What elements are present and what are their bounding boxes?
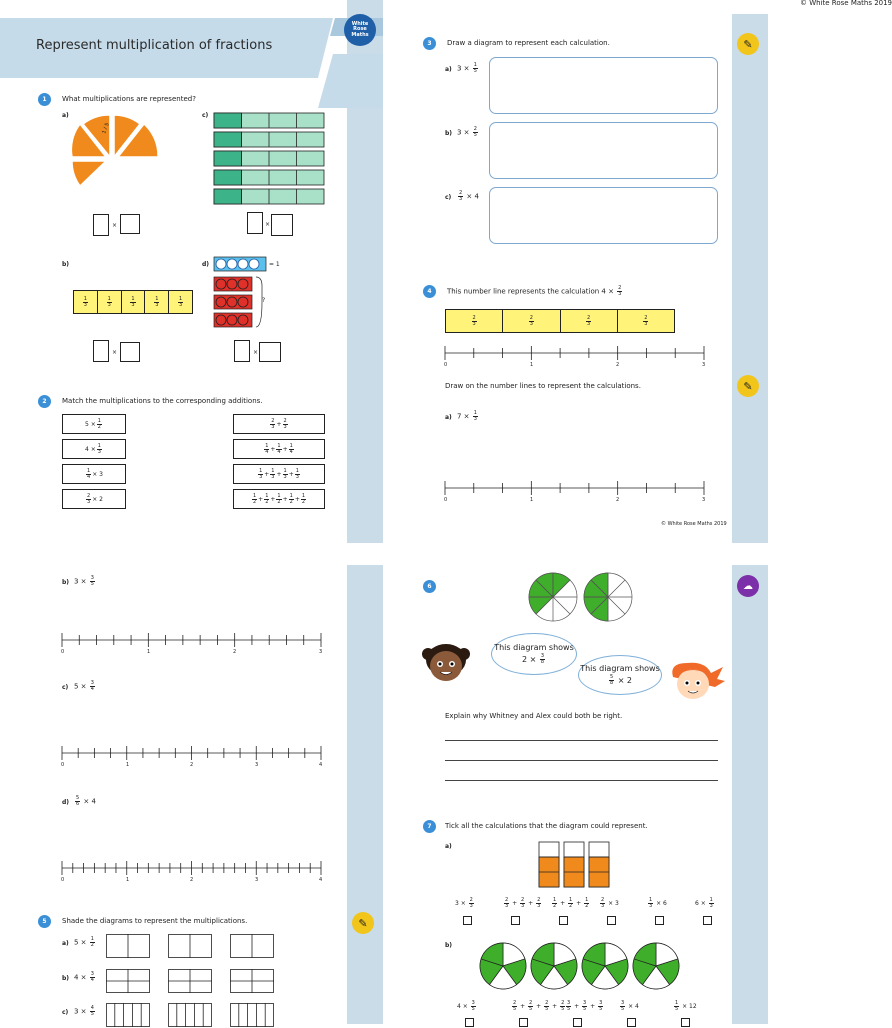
question-4-badge: 4: [423, 285, 436, 298]
item-calculation: 5 × $\frac{1}{2}$: [74, 936, 94, 948]
item-label: a): [445, 66, 452, 73]
tick-label: 1: [147, 649, 151, 655]
tick-label: 3: [319, 649, 323, 655]
calc-c: 5 × $\frac{3}{4}$: [74, 680, 94, 692]
label-c: c): [202, 112, 209, 119]
shading-grid[interactable]: [168, 934, 213, 959]
match-multiplication-box[interactable]: 5 × 1 2: [62, 414, 126, 434]
tick-label: 1: [530, 497, 534, 503]
question-3-badge: 3: [423, 37, 436, 50]
tick-checkbox[interactable]: [655, 916, 664, 925]
whitney-speech-bubble: This diagram shows 2 × $\frac{3}{8}$: [491, 633, 577, 675]
tick-label: 1: [126, 877, 130, 883]
question-1-text: What multiplications are represented?: [62, 95, 196, 103]
shading-grid[interactable]: [230, 1003, 275, 1028]
answer-line: [445, 760, 718, 761]
calc-a: 7 × $\frac{1}{3}$: [457, 410, 477, 422]
side-strip: [732, 565, 768, 1024]
option-label: 6 × $\frac{1}{3}$: [695, 897, 713, 909]
match-addition-box[interactable]: 1 4 + 1 4 + 1 4: [233, 439, 325, 459]
question-5-badge: 5: [38, 915, 51, 928]
tick-label: 2: [190, 877, 194, 883]
option-label: $\frac{1}{2}$ + $\frac{1}{2}$ + $\frac{1}{2}$: [553, 897, 589, 909]
question-4-text: This number line represents the calculation 4 × $\frac{2}{3}$: [447, 285, 622, 297]
item-calculation: 3 × $\frac{2}{5}$: [457, 126, 477, 138]
question-2-badge: 2: [38, 395, 51, 408]
drawing-area-b[interactable]: [489, 122, 718, 179]
worksheet-page-3: [0, 565, 383, 1024]
copyright: © White Rose Maths 2019: [661, 521, 727, 527]
label-c: c): [62, 684, 69, 691]
tick-label: 2: [190, 762, 194, 768]
label-d: d): [62, 799, 70, 806]
orange-fifths-diagram: [70, 110, 165, 190]
tick-label: 0: [61, 877, 65, 883]
tick-checkbox[interactable]: [511, 916, 520, 925]
tick-checkbox[interactable]: [681, 1018, 690, 1027]
white-rose-logo: White Rose Maths: [344, 14, 376, 46]
match-addition-box[interactable]: 2 3 + 2 3: [233, 414, 325, 434]
answer-box-a2[interactable]: [120, 214, 140, 234]
item-label: a): [62, 940, 69, 947]
tick-label: 2: [616, 362, 620, 368]
green-quarters-diagram: [212, 112, 327, 207]
pencil-icon: ✎: [352, 912, 374, 934]
shading-grid[interactable]: [106, 1003, 151, 1028]
item-calculation: 4 × $\frac{3}{4}$: [74, 971, 94, 983]
yellow-thirds-bar: 1 3 1 3 1 3 1 3 1 3: [73, 290, 193, 314]
tick-label: 0: [444, 362, 448, 368]
number-line-example: [441, 345, 711, 365]
answer-box-b1[interactable]: [93, 340, 109, 362]
orange-thirds-bars: [538, 841, 613, 891]
tick-checkbox[interactable]: [627, 1018, 636, 1027]
answer-box-d2[interactable]: [259, 342, 281, 362]
item-calculation: 3 × $\frac{1}{5}$: [457, 62, 477, 74]
answer-box-c2[interactable]: [271, 214, 293, 236]
shading-grid[interactable]: [168, 1003, 213, 1028]
match-multiplication-box[interactable]: 1 4 × 3: [62, 464, 126, 484]
question-7-badge: 7: [423, 820, 436, 833]
question-7-text: Tick all the calculations that the diagram could represent.: [445, 822, 648, 830]
yellow-two-thirds-bar: 2 3 2 3 2 3 2 3: [445, 309, 675, 333]
tick-label: 4: [319, 762, 323, 768]
item-calculation: 3 × $\frac{4}{5}$: [74, 1005, 94, 1017]
question-5-text: Shade the diagrams to represent the multiplications.: [62, 917, 248, 925]
tick-label: 3: [702, 497, 706, 503]
tick-checkbox[interactable]: [573, 1018, 582, 1027]
tick-label: 0: [444, 497, 448, 503]
item-label: b): [445, 130, 453, 137]
svg-text:1 / 5: 1 / 5: [101, 122, 111, 135]
option-label: $\frac{1}{3}$ × 6: [649, 897, 667, 909]
tick-checkbox[interactable]: [519, 1018, 528, 1027]
tick-label: 2: [233, 649, 237, 655]
answer-box-d1[interactable]: [234, 340, 250, 362]
times-sign: ×: [112, 222, 118, 229]
pencil-icon: ✎: [737, 375, 759, 397]
worksheet-page-4: [385, 565, 768, 1024]
answer-box-b2[interactable]: [120, 342, 140, 362]
tick-checkbox[interactable]: [559, 916, 568, 925]
tick-label: 3: [255, 762, 259, 768]
tick-checkbox[interactable]: [463, 916, 472, 925]
worksheet-page-2: [385, 0, 768, 543]
pencil-icon: ✎: [737, 33, 759, 55]
draw-instruction: Draw on the number lines to represent the calculations.: [445, 382, 641, 390]
tick-label: 2: [616, 497, 620, 503]
match-addition-box[interactable]: 1 2 + 1 2 + 1 2 + 1 2 + 1 2: [233, 489, 325, 509]
number-line-a[interactable]: [441, 480, 711, 500]
tick-label: 3: [702, 362, 706, 368]
answer-box-a1[interactable]: [93, 214, 109, 236]
option-label: $\frac{2}{5}$ + $\frac{2}{5}$ + $\frac{2}{5}$ + $\frac{2}{5}$: [513, 1000, 565, 1012]
item-label: c): [62, 1009, 69, 1016]
tick-label: 1: [126, 762, 130, 768]
option-label: $\frac{2}{3}$ + $\frac{2}{3}$ + $\frac{2}{3}$: [505, 897, 541, 909]
drawing-area-c[interactable]: [489, 187, 718, 244]
copyright: © White Rose Maths 2019: [800, 0, 892, 7]
option-label: 4 × $\frac{3}{5}$: [457, 1000, 475, 1012]
option-label: $\frac{3}{5}$ × 4: [621, 1000, 639, 1012]
fifths-circles: [478, 941, 688, 991]
shading-grid[interactable]: [106, 934, 151, 959]
number-line-b[interactable]: [58, 632, 328, 652]
label-a: a): [445, 843, 452, 850]
option-label: $\frac{3}{5}$ + $\frac{3}{5}$ + $\frac{3}{5}$: [567, 1000, 603, 1012]
counters-diagram: [212, 256, 272, 331]
item-calculation: $\frac{2}{3}$ × 4: [459, 190, 479, 202]
alex-avatar: [665, 659, 730, 704]
question-6-text: Explain why Whitney and Alex could both be right.: [445, 712, 623, 720]
shading-grid[interactable]: [168, 969, 213, 994]
question-6-badge: 6: [423, 580, 436, 593]
match-multiplication-box[interactable]: 4 × 1 3: [62, 439, 126, 459]
drawing-area-a[interactable]: [489, 57, 718, 114]
shading-grid[interactable]: [230, 934, 275, 959]
equals-one: = 1: [269, 261, 280, 268]
option-label: $\frac{1}{5}$ × 12: [675, 1000, 697, 1012]
calc-d: $\frac{5}{6}$ × 4: [76, 795, 96, 807]
eighths-circles: [528, 571, 638, 626]
shading-grid[interactable]: [106, 969, 151, 994]
answer-line: [445, 780, 718, 781]
question-mark: ?: [262, 297, 266, 304]
page-title: Represent multiplication of fractions: [36, 38, 273, 53]
question-3-text: Draw a diagram to represent each calculation.: [447, 39, 610, 47]
label-b: b): [62, 579, 70, 586]
answer-box-c1[interactable]: [247, 212, 263, 234]
tick-checkbox[interactable]: [703, 916, 712, 925]
side-strip: [732, 14, 768, 543]
label-a: a): [445, 414, 452, 421]
label-d: d): [202, 261, 210, 268]
item-label: c): [445, 194, 452, 201]
times-sign: ×: [265, 221, 271, 228]
question-2-text: Match the multiplications to the corresponding additions.: [62, 397, 263, 405]
shading-grid[interactable]: [230, 969, 275, 994]
tick-label: 3: [255, 877, 259, 883]
tick-label: 0: [61, 649, 65, 655]
whitney-avatar: [418, 640, 473, 685]
label-b: b): [445, 942, 453, 949]
option-label: 3 × $\frac{2}{3}$: [455, 897, 473, 909]
calc-b: 3 × $\frac{3}{5}$: [74, 575, 94, 587]
tick-label: 1: [530, 362, 534, 368]
option-label: $\frac{2}{3}$ × 3: [601, 897, 619, 909]
label-b: b): [62, 261, 70, 268]
tick-checkbox[interactable]: [465, 1018, 474, 1027]
tick-label: 4: [319, 877, 323, 883]
item-label: b): [62, 975, 70, 982]
times-sign: ×: [253, 349, 259, 356]
answer-line: [445, 740, 718, 741]
tick-label: 0: [61, 762, 65, 768]
alex-speech-bubble: This diagram shows $\frac{5}{8}$ × 2: [578, 655, 662, 695]
match-addition-box[interactable]: 1 3 + 1 3 + 1 3 + 1 3: [233, 464, 325, 484]
label-a: a): [62, 112, 69, 119]
side-strip: [347, 565, 383, 1024]
match-multiplication-box[interactable]: 2 3 × 2: [62, 489, 126, 509]
reasoning-icon: ☁: [737, 575, 759, 597]
times-sign: ×: [112, 349, 118, 356]
tick-checkbox[interactable]: [607, 916, 616, 925]
question-1-badge: 1: [38, 93, 51, 106]
